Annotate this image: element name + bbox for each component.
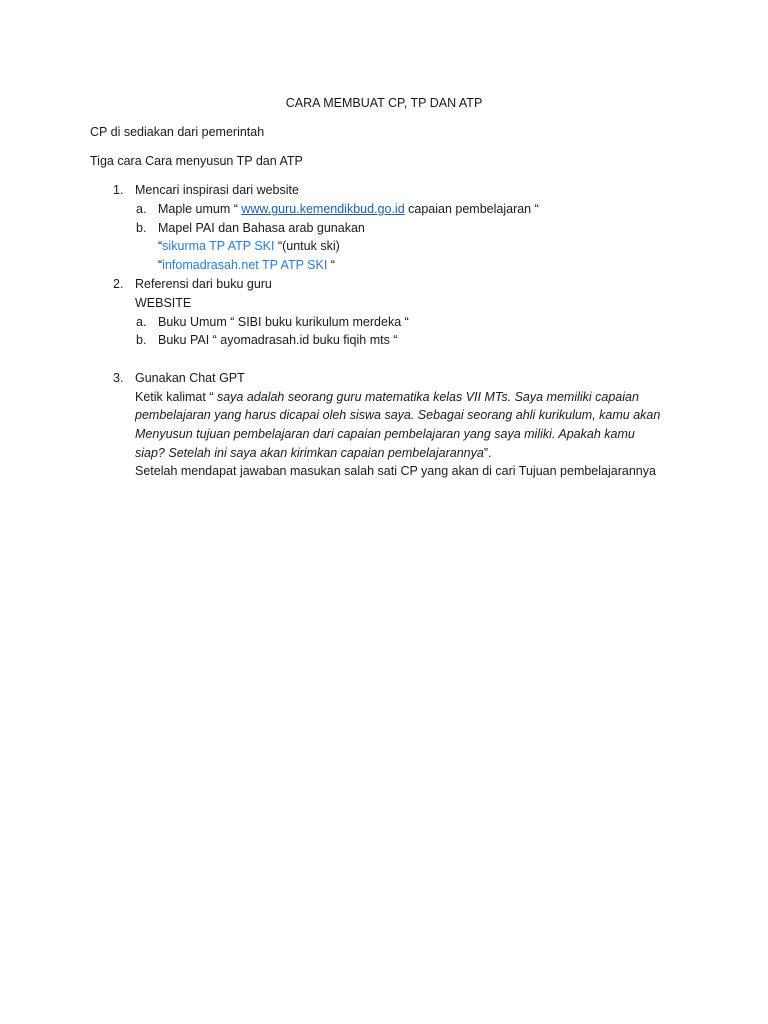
sublist-item-1b: Mapel PAI dan Bahasa arab gunakan — [158, 221, 365, 235]
sublist-item-1b-line-2 — [158, 238, 340, 254]
prompt-text-2: pembelajaran yang harus dicapai oleh siswa saya. Sebagai seorang ahli kurikulum, kamu akan — [135, 408, 661, 422]
quote-open: “ — [158, 258, 163, 272]
list-item-3-heading: Gunakan Chat GPT — [135, 371, 245, 385]
prompt-post: ”. — [483, 446, 492, 460]
list-item-1-heading: Mencari inspirasi dari website — [135, 183, 299, 197]
sublist-item-1b-line-3 — [158, 257, 335, 273]
quote-open: “ — [158, 239, 163, 253]
sublist-letter-2b: b. — [136, 333, 147, 347]
sublist-item-1b-line-3-post: “ — [327, 258, 335, 272]
intro-line-1: CP di sediakan dari pemerintah — [90, 125, 265, 139]
list-number-3: 3. — [113, 371, 124, 385]
sublist-item-1a — [158, 201, 539, 217]
website-link[interactable]: www.guru.kemendikbud.go.id — [241, 202, 405, 216]
prompt-text-3: Menyusun tujuan pembelajaran dari capaian pembelajaran yang saya miliki. Apakah kamu — [135, 427, 635, 441]
document-title: CARA MEMBUAT CP, TP DAN ATP — [285, 96, 483, 110]
intro-line-2: Tiga cara Cara menyusun TP dan ATP — [90, 154, 303, 168]
prompt-text-1: saya adalah seorang guru matematika kelas VII MTs. Saya memiliki capaian — [216, 390, 639, 404]
prompt-line-1 — [135, 389, 639, 405]
list-item-2-heading: Referensi dari buku guru — [135, 277, 272, 291]
sublist-letter-2a: a. — [136, 315, 147, 329]
list-item-2-line-2: WEBSITE — [135, 296, 192, 310]
sublist-item-1a-pre: Maple umum “ — [158, 202, 242, 216]
list-number-1: 1. — [113, 183, 124, 197]
sikurma-link[interactable]: sikurma TP ATP SKI — [162, 239, 275, 253]
sublist-item-1a-post: capaian pembelajaran “ — [404, 202, 539, 216]
sublist-item-1b-line-2-post: “(untuk ski) — [274, 239, 340, 253]
sublist-item-2b: Buku PAI “ ayomadrasah.id buku fiqih mts “ — [158, 333, 398, 347]
prompt-line-4 — [135, 445, 491, 461]
prompt-pre: Ketik kalimat “ — [135, 390, 217, 404]
infomadrasah-link[interactable]: infomadrasah.net TP ATP SKI — [162, 258, 328, 272]
sublist-letter-1b: b. — [136, 221, 147, 235]
sublist-item-2a: Buku Umum “ SIBI buku kurikulum merdeka “ — [158, 315, 409, 329]
prompt-text-4: siap? Setelah ini saya akan kirimkan capaian pembelajarannya — [135, 446, 484, 460]
list-number-2: 2. — [113, 277, 124, 291]
closing-line: Setelah mendapat jawaban masukan salah sati CP yang akan di cari Tujuan pembelajarannya — [135, 464, 656, 478]
sublist-letter-1a: a. — [136, 202, 147, 216]
